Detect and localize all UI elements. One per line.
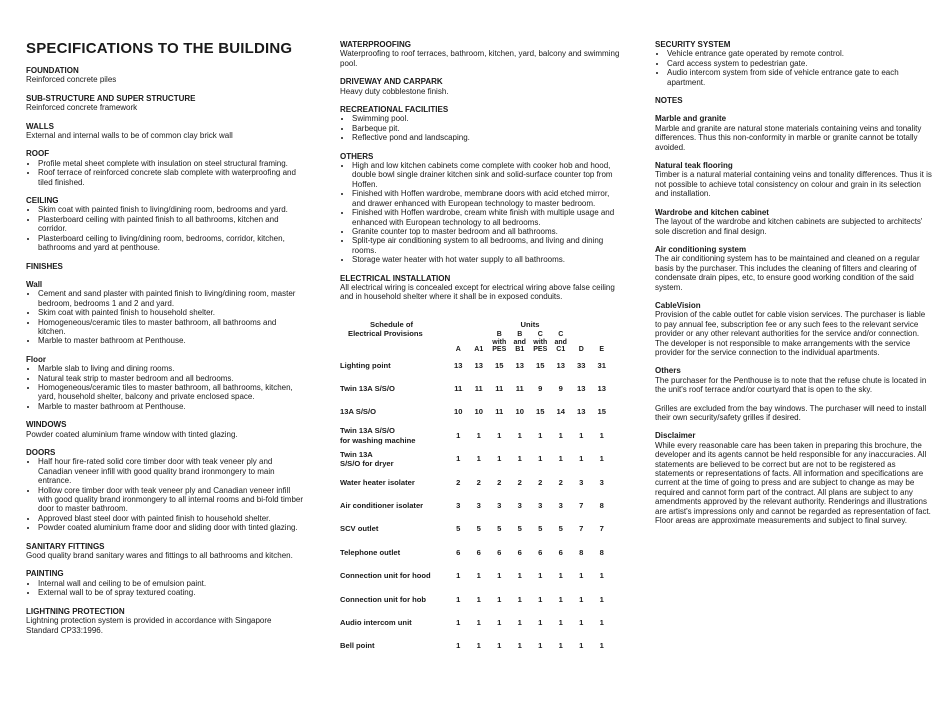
table-cell: 15 bbox=[536, 360, 545, 370]
bullet-list bbox=[26, 289, 306, 345]
table-cell: 3 bbox=[538, 500, 543, 510]
column-right bbox=[655, 40, 933, 534]
list-item: • Half hour fire-rated solid core timber door with teak veneer ply and Canadian veneer infill with good quality brand ironmongery to main entrance. bbox=[38, 457, 306, 485]
list-item: • Marble slab to living and dining rooms. bbox=[38, 364, 306, 373]
unit-column-header-line: B bbox=[517, 331, 523, 339]
table-cell: 13 bbox=[597, 384, 606, 394]
list-item: • External wall to be of spray textured coating. bbox=[38, 588, 306, 597]
table-cell: 10 bbox=[515, 407, 524, 417]
section-text: External and internal walls to be of common clay brick wall bbox=[26, 131, 233, 141]
table-cell: 1 bbox=[558, 430, 563, 440]
bullet-list bbox=[26, 579, 306, 598]
table-cell: 3 bbox=[558, 500, 563, 510]
table-cell: 3 bbox=[599, 477, 604, 487]
section-heading: SUB-STRUCTURE AND SUPER STRUCTURE bbox=[26, 93, 196, 103]
section-lightning bbox=[26, 607, 306, 635]
table-cell: 1 bbox=[517, 571, 522, 581]
table-cell: 6 bbox=[558, 547, 563, 557]
unit-column-header-line: A bbox=[455, 346, 461, 354]
table-row bbox=[340, 611, 612, 634]
list-item: • Marble to master bathroom at Penthouse. bbox=[38, 402, 306, 411]
table-cell: 1 bbox=[599, 594, 604, 604]
unit-column-header-line: A1 bbox=[474, 346, 484, 354]
section-text: Lightning protection system is provided in accordance with Singapore Standard CP33:1996. bbox=[26, 616, 272, 635]
section-heading: FINISHES bbox=[26, 261, 63, 271]
bullet-list bbox=[26, 457, 306, 532]
list-item: • Homogeneous/ceramic tiles to master bathroom, all bathrooms, kitchen, yard, household shelter, balcony and private enclosed space. bbox=[38, 383, 306, 402]
row-label-line: Telephone outlet bbox=[340, 547, 401, 557]
section-heading: WATERPROOFING bbox=[340, 40, 411, 49]
table-cell: 1 bbox=[538, 641, 543, 651]
table-cell: 7 bbox=[599, 524, 604, 534]
table-cell: 31 bbox=[597, 360, 606, 370]
table-cell: 33 bbox=[577, 360, 586, 370]
table-cell: 1 bbox=[456, 454, 461, 464]
table-cell: 13 bbox=[556, 360, 565, 370]
table-cell: 11 bbox=[495, 407, 504, 417]
table-cell: 5 bbox=[456, 524, 461, 534]
table-cell: 13 bbox=[474, 360, 483, 370]
unit-column-header-line: C bbox=[558, 331, 564, 339]
section-heading: WALLS bbox=[26, 121, 54, 131]
table-cell: 2 bbox=[558, 477, 563, 487]
table-cell: 6 bbox=[456, 547, 461, 557]
table-cell: 1 bbox=[497, 641, 502, 651]
unit-column-header-line: and bbox=[513, 338, 526, 346]
row-label-line: Twin 13A bbox=[340, 449, 373, 459]
table-cell: 1 bbox=[497, 430, 502, 440]
table-cell: 1 bbox=[579, 594, 584, 604]
list-item: • Storage water heater with hot water supply to all bathrooms. bbox=[352, 255, 620, 264]
unit-column-header bbox=[592, 331, 613, 354]
table-cell: 1 bbox=[579, 571, 584, 581]
subsection-heading: Wall bbox=[26, 279, 43, 289]
note-text: The layout of the wardrobe and kitchen cabinets are subjected to architects' sole discretion and final design. bbox=[655, 217, 923, 236]
section-text: Powder coated aluminium frame window with tinted glazing. bbox=[26, 429, 238, 439]
unit-column-header-line: PES bbox=[492, 346, 507, 354]
table-cell: 5 bbox=[497, 524, 502, 534]
row-label-line: Air conditioner isolater bbox=[340, 500, 424, 510]
list-item: • Card access system to pedestrian gate. bbox=[667, 59, 933, 68]
section-ceiling bbox=[26, 196, 306, 252]
section-heading: DRIVEWAY AND CARPARK bbox=[340, 77, 443, 87]
row-label bbox=[340, 541, 448, 564]
table-cell: 11 bbox=[515, 384, 524, 394]
row-label-line: Water heater isolater bbox=[340, 477, 415, 487]
section-electrical bbox=[340, 274, 620, 302]
table-cell: 2 bbox=[497, 477, 502, 487]
unit-column-header-line: and bbox=[554, 338, 567, 346]
table-cell: 15 bbox=[495, 360, 504, 370]
list-item: • Vehicle entrance gate operated by remote control. bbox=[667, 49, 933, 58]
table-cell: 14 bbox=[556, 407, 565, 417]
list-item: • Split-type air conditioning system to all bedrooms, and living and dining rooms. bbox=[352, 236, 620, 255]
table-row bbox=[340, 400, 612, 423]
list-item: • Finished with Hoffen wardrobe, cream white finish with multiple usage and enhanced with European technology to all bedrooms. bbox=[352, 208, 620, 227]
table-cell: 11 bbox=[454, 384, 463, 394]
table-cell: 1 bbox=[476, 571, 481, 581]
table-cell: 3 bbox=[456, 500, 461, 510]
table-cell: 7 bbox=[579, 500, 584, 510]
row-label-line: Bell point bbox=[340, 641, 375, 651]
table-cell: 5 bbox=[558, 524, 563, 534]
row-label-line: S/S/O for dryer bbox=[340, 458, 394, 468]
section-text: All electrical wiring is concealed except for electrical wiring above false ceiling and in household shelter where it shall be in exposed conduits. bbox=[340, 282, 615, 302]
row-label bbox=[340, 634, 448, 657]
table-cell: 7 bbox=[579, 524, 584, 534]
table-cell: 1 bbox=[476, 454, 481, 464]
row-label bbox=[340, 400, 448, 423]
bullet-list bbox=[340, 114, 620, 142]
table-row bbox=[340, 494, 612, 517]
table-cell: 10 bbox=[454, 407, 463, 417]
row-label-line: SCV outlet bbox=[340, 524, 379, 534]
unit-column-header-line: with bbox=[533, 338, 548, 346]
table-cell: 10 bbox=[474, 407, 483, 417]
table-cell: 3 bbox=[517, 500, 522, 510]
table-cell: 1 bbox=[497, 454, 502, 464]
section-others bbox=[340, 152, 620, 265]
table-cell: 1 bbox=[497, 571, 502, 581]
row-label bbox=[340, 494, 448, 517]
row-label-line: Audio intercom unit bbox=[340, 617, 412, 627]
table-cell: 1 bbox=[476, 430, 481, 440]
table-lead-line: Electrical Provisions bbox=[348, 329, 423, 339]
unit-column-header bbox=[571, 331, 592, 354]
table-cell: 9 bbox=[558, 384, 563, 394]
row-label bbox=[340, 354, 448, 377]
subsection-floor bbox=[26, 355, 306, 411]
table-cell: 1 bbox=[538, 571, 543, 581]
table-cell: 2 bbox=[476, 477, 481, 487]
table-cell: 6 bbox=[517, 547, 522, 557]
unit-column-header-line bbox=[571, 339, 592, 347]
table-cell: 1 bbox=[558, 571, 563, 581]
table-cell: 2 bbox=[538, 477, 543, 487]
table-cell: 5 bbox=[538, 524, 543, 534]
unit-column-header-line: C1 bbox=[556, 346, 566, 354]
table-row bbox=[340, 377, 612, 400]
note-marble bbox=[655, 114, 933, 152]
list-item: • Barbeque pit. bbox=[352, 124, 620, 133]
note-text: Timber is a natural material containing veins and tonality differences. Thus it is not possible to achieve total consistency on colour and grain in its selection and installation. bbox=[655, 170, 932, 199]
table-row bbox=[340, 354, 612, 377]
bullet-list bbox=[26, 159, 306, 187]
unit-column-header-line: D bbox=[578, 346, 584, 354]
note-text: The purchaser for the Penthouse is to note that the refuse chute is located in the unit's roof terrace and/or courtyard that is open to the sky. bbox=[655, 375, 927, 395]
table-cell: 1 bbox=[456, 571, 461, 581]
row-label bbox=[340, 377, 448, 400]
table-cell: 2 bbox=[456, 477, 461, 487]
section-roof bbox=[26, 149, 306, 187]
section-doors bbox=[26, 448, 306, 533]
row-label bbox=[340, 588, 448, 611]
section-heading: FOUNDATION bbox=[26, 66, 79, 75]
row-label bbox=[340, 611, 448, 634]
table-cell: 1 bbox=[599, 571, 604, 581]
section-heading: SECURITY SYSTEM bbox=[655, 40, 731, 49]
table-cell: 8 bbox=[599, 500, 604, 510]
table-row bbox=[340, 517, 612, 540]
table-row bbox=[340, 541, 612, 564]
unit-column-header bbox=[448, 331, 469, 354]
list-item: • Profile metal sheet complete with insulation on steel structural framing. bbox=[38, 159, 306, 168]
table-cell: 1 bbox=[579, 430, 584, 440]
column-middle bbox=[340, 40, 620, 658]
table-cell: 1 bbox=[538, 454, 543, 464]
table-cell: 6 bbox=[497, 547, 502, 557]
table-cell: 1 bbox=[558, 617, 563, 627]
unit-column-header-line: C bbox=[537, 331, 543, 339]
table-cell: 1 bbox=[579, 617, 584, 627]
section-painting bbox=[26, 569, 306, 597]
note-heading: Disclaimer bbox=[655, 431, 696, 441]
row-label-line: Twin 13A S/S/O bbox=[340, 426, 395, 436]
section-windows bbox=[26, 420, 306, 439]
row-label-line: Lighting point bbox=[340, 360, 391, 370]
table-cell: 1 bbox=[456, 430, 461, 440]
table-cell: 13 bbox=[515, 360, 524, 370]
section-heading: ELECTRICAL INSTALLATION bbox=[340, 273, 451, 283]
table-cell: 1 bbox=[599, 641, 604, 651]
table-cell: 1 bbox=[517, 454, 522, 464]
table-cell: 8 bbox=[599, 547, 604, 557]
note-heading: Marble and granite bbox=[655, 114, 727, 124]
note-disclaimer bbox=[655, 431, 933, 525]
table-cell: 1 bbox=[517, 617, 522, 627]
table-cell: 11 bbox=[495, 384, 504, 394]
note-text: While every reasonable care has been taken in preparing this brochure, the developer and its agents cannot be held responsible for any inaccuracies. All statements are believed to be correct but are not to be registered as statements or representations of facts. All information and specifications are current at the time of going to press and are subject to change as may be required and cannot form part of the contract. All plans are subject to any amendments approved by the relevant authority. Renderings and illustrations are artist's impressions only and cannot be regarded as representation of fact. Floor areas are approximate measurements and subject to final survey. bbox=[655, 440, 931, 526]
row-label bbox=[340, 517, 448, 540]
table-cell: 3 bbox=[579, 477, 584, 487]
section-heading: SANITARY FITTINGS bbox=[26, 541, 105, 551]
list-item: • Marble to master bathroom at Penthouse. bbox=[38, 336, 306, 345]
section-driveway bbox=[340, 77, 620, 96]
table-cell: 1 bbox=[517, 430, 522, 440]
section-heading: LIGHTNING PROTECTION bbox=[26, 606, 125, 616]
subsection-heading: Floor bbox=[26, 354, 46, 364]
list-item: • High and low kitchen cabinets come complete with cooker hob and hood, double bowl single drainer kitchen sink and solid-surface counter top from Hoffen. bbox=[352, 161, 620, 189]
list-item: • Swimming pool. bbox=[352, 114, 620, 123]
section-heading: DOORS bbox=[26, 448, 56, 457]
unit-column-header bbox=[469, 331, 490, 354]
section-heading: RECREATIONAL FACILITIES bbox=[340, 105, 449, 115]
section-recreational bbox=[340, 105, 620, 143]
list-item: • Skim coat with painted finish to living/dining room, bedrooms and yard. bbox=[38, 205, 306, 214]
unit-column-header bbox=[530, 331, 551, 354]
section-heading: WINDOWS bbox=[26, 420, 67, 430]
electrical-provisions-table bbox=[340, 320, 612, 658]
subsection-wall bbox=[26, 280, 306, 346]
table-cell: 1 bbox=[579, 454, 584, 464]
table-lead-header bbox=[340, 320, 448, 354]
unit-column-header-line: with bbox=[492, 338, 507, 346]
note-others bbox=[655, 366, 933, 422]
list-item: • Granite counter top to master bedroom and all bathrooms. bbox=[352, 227, 620, 236]
table-cell: 1 bbox=[599, 617, 604, 627]
table-cell: 3 bbox=[476, 500, 481, 510]
note-wardrobe bbox=[655, 208, 933, 236]
note-text: Provision of the cable outlet for cable vision services. The purchaser is liable to pay annual fee, subscription fee or any such fees to the relevant service provider or any other relevant authorities for the service and/or connection. The developer is not responsible to make arrangements with the service provider for the service connection to the individual apartments. bbox=[655, 310, 926, 357]
table-row bbox=[340, 634, 612, 657]
unit-column-header-line: E bbox=[599, 346, 605, 354]
bullet-list bbox=[26, 364, 306, 411]
unit-column-header-line bbox=[448, 339, 469, 347]
table-row bbox=[340, 588, 612, 611]
unit-column-header bbox=[510, 331, 531, 354]
table-cell: 11 bbox=[474, 384, 483, 394]
unit-column-header-line bbox=[592, 339, 613, 347]
section-security bbox=[655, 40, 933, 87]
table-cell: 1 bbox=[497, 594, 502, 604]
section-walls bbox=[26, 122, 306, 141]
table-cell: 5 bbox=[517, 524, 522, 534]
table-cell: 1 bbox=[517, 594, 522, 604]
note-aircon bbox=[655, 245, 933, 292]
note-teak bbox=[655, 161, 933, 199]
note-heading: Wardrobe and kitchen cabinet bbox=[655, 207, 769, 217]
table-cell: 1 bbox=[538, 617, 543, 627]
unit-column-header-line bbox=[448, 331, 469, 339]
table-cell: 1 bbox=[456, 641, 461, 651]
list-item: • Plasterboard ceiling to living/dining room, bedrooms, corridor, kitchen, bathrooms and yard at penthouse. bbox=[38, 234, 306, 253]
section-finishes bbox=[26, 262, 306, 412]
list-item: • Homogeneous/ceramic tiles to master bathroom, all bathrooms and kitchen. bbox=[38, 318, 306, 337]
unit-column-header-line: PES bbox=[533, 346, 548, 354]
unit-column-header bbox=[551, 331, 572, 354]
list-item: • Roof terrace of reinforced concrete slab complete with waterproofing and tiled finished. bbox=[38, 168, 306, 187]
table-row bbox=[340, 447, 612, 470]
table-cell: 1 bbox=[476, 641, 481, 651]
table-cell: 1 bbox=[558, 454, 563, 464]
notes-heading: NOTES bbox=[655, 96, 683, 106]
table-cell: 1 bbox=[599, 454, 604, 464]
list-item: • Hollow core timber door with teak veneer ply and Canadian veneer infill with good quality brand ironmongery to all internal rooms and bi-fold timber door to master bathroom. bbox=[38, 486, 306, 514]
bullet-list bbox=[340, 161, 620, 264]
section-waterproofing bbox=[340, 40, 620, 68]
table-row bbox=[340, 471, 612, 494]
list-item: • Approved blast steel door with painted finish to household shelter. bbox=[38, 514, 306, 523]
section-substructure bbox=[26, 94, 306, 113]
section-sanitary bbox=[26, 542, 306, 561]
table-cell: 1 bbox=[538, 594, 543, 604]
note-text: Grilles are excluded from the bay windows. The purchaser will need to install their own security/safety grilles if desired. bbox=[655, 403, 927, 422]
section-text: Reinforced concrete piles bbox=[26, 75, 117, 85]
table-cell: 2 bbox=[517, 477, 522, 487]
section-foundation bbox=[26, 66, 306, 85]
row-label bbox=[340, 447, 448, 470]
table-cell: 1 bbox=[476, 594, 481, 604]
table-cell: 6 bbox=[476, 547, 481, 557]
note-heading: CableVision bbox=[655, 300, 701, 310]
unit-column-header-line bbox=[592, 331, 613, 339]
unit-column-header-line bbox=[571, 331, 592, 339]
section-text: Heavy duty cobblestone finish. bbox=[340, 86, 449, 96]
row-label bbox=[340, 564, 448, 587]
column-left bbox=[26, 40, 306, 644]
table-row bbox=[340, 564, 612, 587]
units-header: Units bbox=[520, 319, 540, 329]
table-cell: 5 bbox=[476, 524, 481, 534]
list-item: • Audio intercom system from side of vehicle entrance gate to each apartment. bbox=[667, 68, 933, 87]
note-heading: Air conditioning system bbox=[655, 244, 747, 254]
table-cell: 13 bbox=[454, 360, 463, 370]
table-cell: 1 bbox=[599, 430, 604, 440]
row-label-line: Connection unit for hood bbox=[340, 571, 431, 581]
unit-column-header-line: B bbox=[496, 331, 502, 339]
row-label bbox=[340, 471, 448, 494]
list-item: • Cement and sand plaster with painted finish to living/dining room, master bedroom, bedrooms 1 and 2 and yard. bbox=[38, 289, 306, 308]
list-item: • Natural teak strip to master bedroom and all bedrooms. bbox=[38, 374, 306, 383]
bullet-list bbox=[655, 49, 933, 87]
row-label-line: Twin 13A S/S/O bbox=[340, 384, 395, 394]
note-heading: Others bbox=[655, 366, 681, 376]
row-label-line: for washing machine bbox=[340, 435, 416, 445]
unit-column-header-line: B1 bbox=[515, 346, 525, 354]
table-cell: 13 bbox=[577, 384, 586, 394]
section-heading: ROOF bbox=[26, 149, 50, 159]
list-item: • Reflective pond and landscaping. bbox=[352, 133, 620, 142]
table-cell: 6 bbox=[538, 547, 543, 557]
list-item: • Skim coat with painted finish to household shelter. bbox=[38, 308, 306, 317]
table-cell: 1 bbox=[497, 617, 502, 627]
section-heading: PAINTING bbox=[26, 569, 64, 579]
list-item: • Powder coated aluminium frame door and sliding door with tinted glazing. bbox=[38, 523, 306, 532]
table-cell: 1 bbox=[558, 594, 563, 604]
list-item: • Plasterboard ceiling with painted finish to all bathrooms, kitchen and corridor. bbox=[38, 215, 306, 234]
section-text: Good quality brand sanitary wares and fittings to all bathrooms and kitchen. bbox=[26, 551, 293, 561]
table-cell: 1 bbox=[456, 594, 461, 604]
table-cell: 1 bbox=[517, 641, 522, 651]
table-cell: 15 bbox=[597, 407, 606, 417]
table-lead-line: Schedule of bbox=[370, 319, 414, 329]
table-cell: 1 bbox=[538, 430, 543, 440]
table-cell: 9 bbox=[538, 384, 543, 394]
list-item: • Finished with Hoffen wardrobe, membrane doors with acid etched mirror, and drawer enhanced with European technology to master bedroom. bbox=[352, 189, 620, 208]
bullet-list bbox=[26, 205, 306, 252]
table-row bbox=[340, 424, 612, 447]
table-cell: 8 bbox=[579, 547, 584, 557]
section-text: Reinforced concrete framework bbox=[26, 103, 138, 113]
unit-column-header bbox=[489, 331, 510, 354]
note-text: The air conditioning system has to be maintained and cleaned on a regular basis by the purchaser. This includes the cleaning of filters and clearing of condensate drain pipes, etc, to ensure good working condition of the said system. bbox=[655, 254, 920, 292]
note-heading: Natural teak flooring bbox=[655, 161, 733, 171]
row-label-line: 13A S/S/O bbox=[340, 407, 377, 417]
table-cell: 13 bbox=[577, 407, 586, 417]
row-label bbox=[340, 424, 448, 447]
section-heading: CEILING bbox=[26, 196, 59, 206]
row-label-line: Connection unit for hob bbox=[340, 594, 427, 604]
unit-column-header-line bbox=[469, 339, 490, 347]
table-cell: 1 bbox=[456, 617, 461, 627]
table-cell: 1 bbox=[476, 617, 481, 627]
table-cell: 1 bbox=[558, 641, 563, 651]
page-title: SPECIFICATIONS TO THE BUILDING bbox=[26, 40, 293, 57]
section-heading: OTHERS bbox=[340, 151, 374, 161]
table-cell: 3 bbox=[497, 500, 502, 510]
table-cell: 1 bbox=[579, 641, 584, 651]
table-body bbox=[340, 354, 612, 658]
table-cell: 15 bbox=[536, 407, 545, 417]
unit-column-header-line bbox=[469, 331, 490, 339]
note-cablevision bbox=[655, 301, 933, 357]
note-text: Marble and granite are natural stone materials containing veins and tonality differences. Thus this non-conformity in marble or granite cannot be totally avoided. bbox=[655, 123, 922, 152]
list-item: • Internal wall and ceiling to be of emulsion paint. bbox=[38, 579, 306, 588]
section-text: Waterproofing to roof terraces, bathroom, kitchen, yard, balcony and swimming pool. bbox=[340, 49, 620, 68]
